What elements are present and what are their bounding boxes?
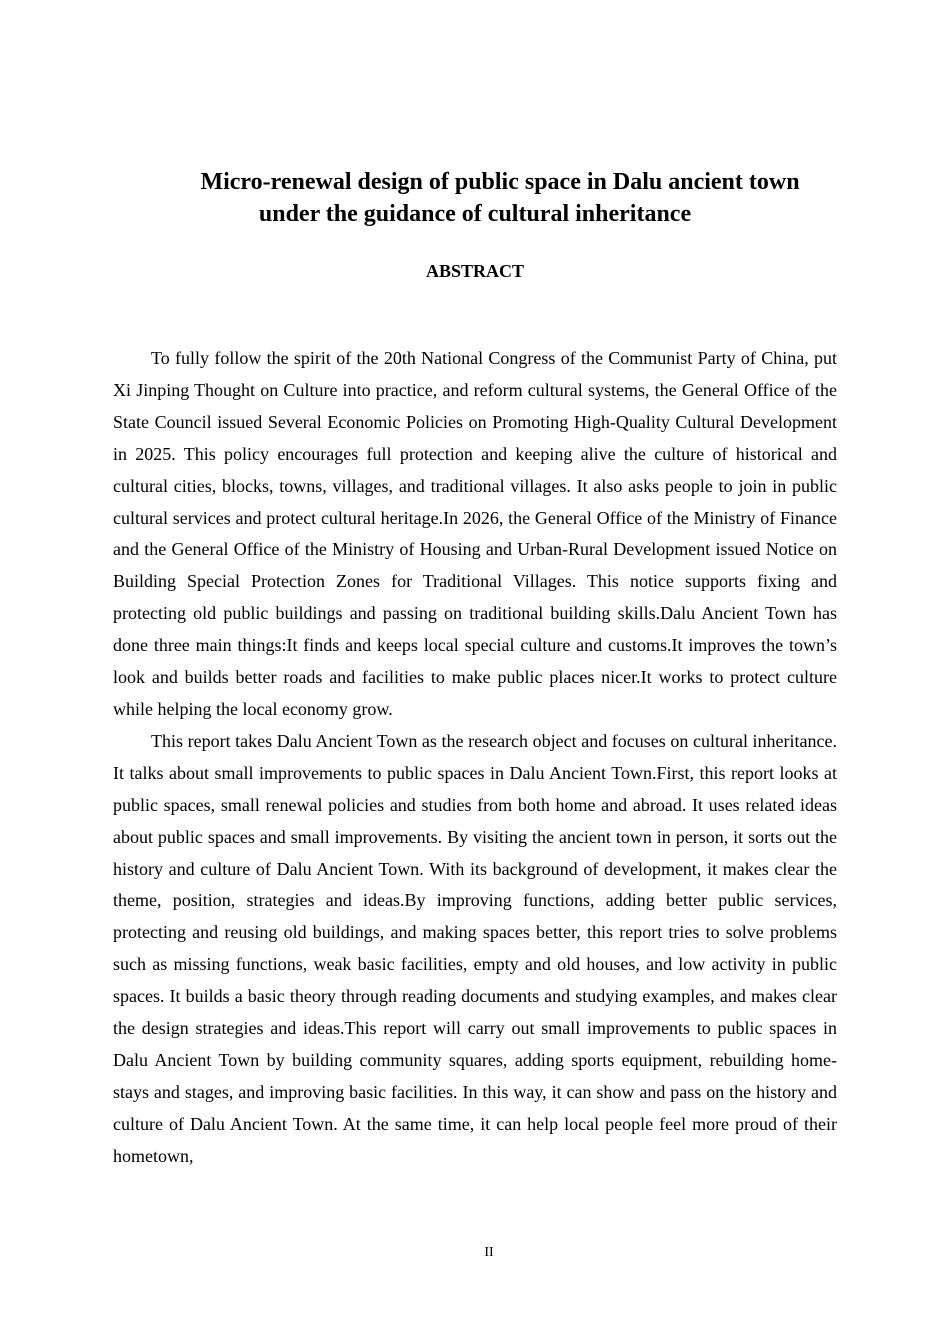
- abstract-body: [113, 343, 837, 1173]
- abstract-paragraph-2: This report takes Dalu Ancient Town as the research object and focuses on cultural inheritance. It talks about small improvements to public spaces in Dalu Ancient Town.First, this report looks at public spaces, small renewal policies and studies from both home and abroad. It uses related ideas about public spaces and small improvements. By visiting the ancient town in person, it sorts out the history and culture of Dalu Ancient Town. With its background of development, it makes clear the theme, position, strategies and ideas.By improving functions, adding better public services, protecting and reusing old buildings, and making spaces better, this report tries to solve problems such as missing functions, weak basic facilities, empty and old houses, and low activity in public spaces. It builds a basic theory through reading documents and studying examples, and makes clear the design strategies and ideas.This report will carry out small improvements to public spaces in Dalu Ancient Town by building community squares, adding sports equipment, rebuilding home-stays and stages, and improving basic facilities. In this way, it can show and pass on the history and culture of Dalu Ancient Town. At the same time, it can help local people feel more proud of their hometown,: [113, 730, 837, 1166]
- page-number: II: [484, 1245, 494, 1260]
- abstract-heading: ABSTRACT: [425, 261, 525, 281]
- abstract-paragraph-1: To fully follow the spirit of the 20th National Congress of the Communist Party of China, put Xi Jinping Thought on Culture into practice, and reform cultural systems, the General Office of the State Council issued Several Economic Policies on Promoting High-Quality Cultural Development in 2025. This policy encourages full protection and keeping alive the culture of historical and cultural cities, blocks, towns, villages, and traditional villages. It also asks people to join in public cultural services and protect cultural heritage.In 2026, the General Office of the Ministry of Finance and the General Office of the Ministry of Housing and Urban-Rural Development issued Notice on Building Special Protection Zones for Traditional Villages. This notice supports fixing and protecting old public buildings and passing on traditional building skills.Dalu Ancient Town has done three main things:It finds and keeps local special culture and customs.It improves the town’s look and builds better roads and facilities to make public places nicer.It works to protect culture while helping the local economy grow.: [113, 348, 837, 719]
- paper-title: [0, 166, 950, 230]
- paper-title-line-2: under the guidance of cultural inheritance: [258, 201, 692, 227]
- paper-title-line-1: Micro-renewal design of public space in Dalu ancient town: [200, 169, 800, 195]
